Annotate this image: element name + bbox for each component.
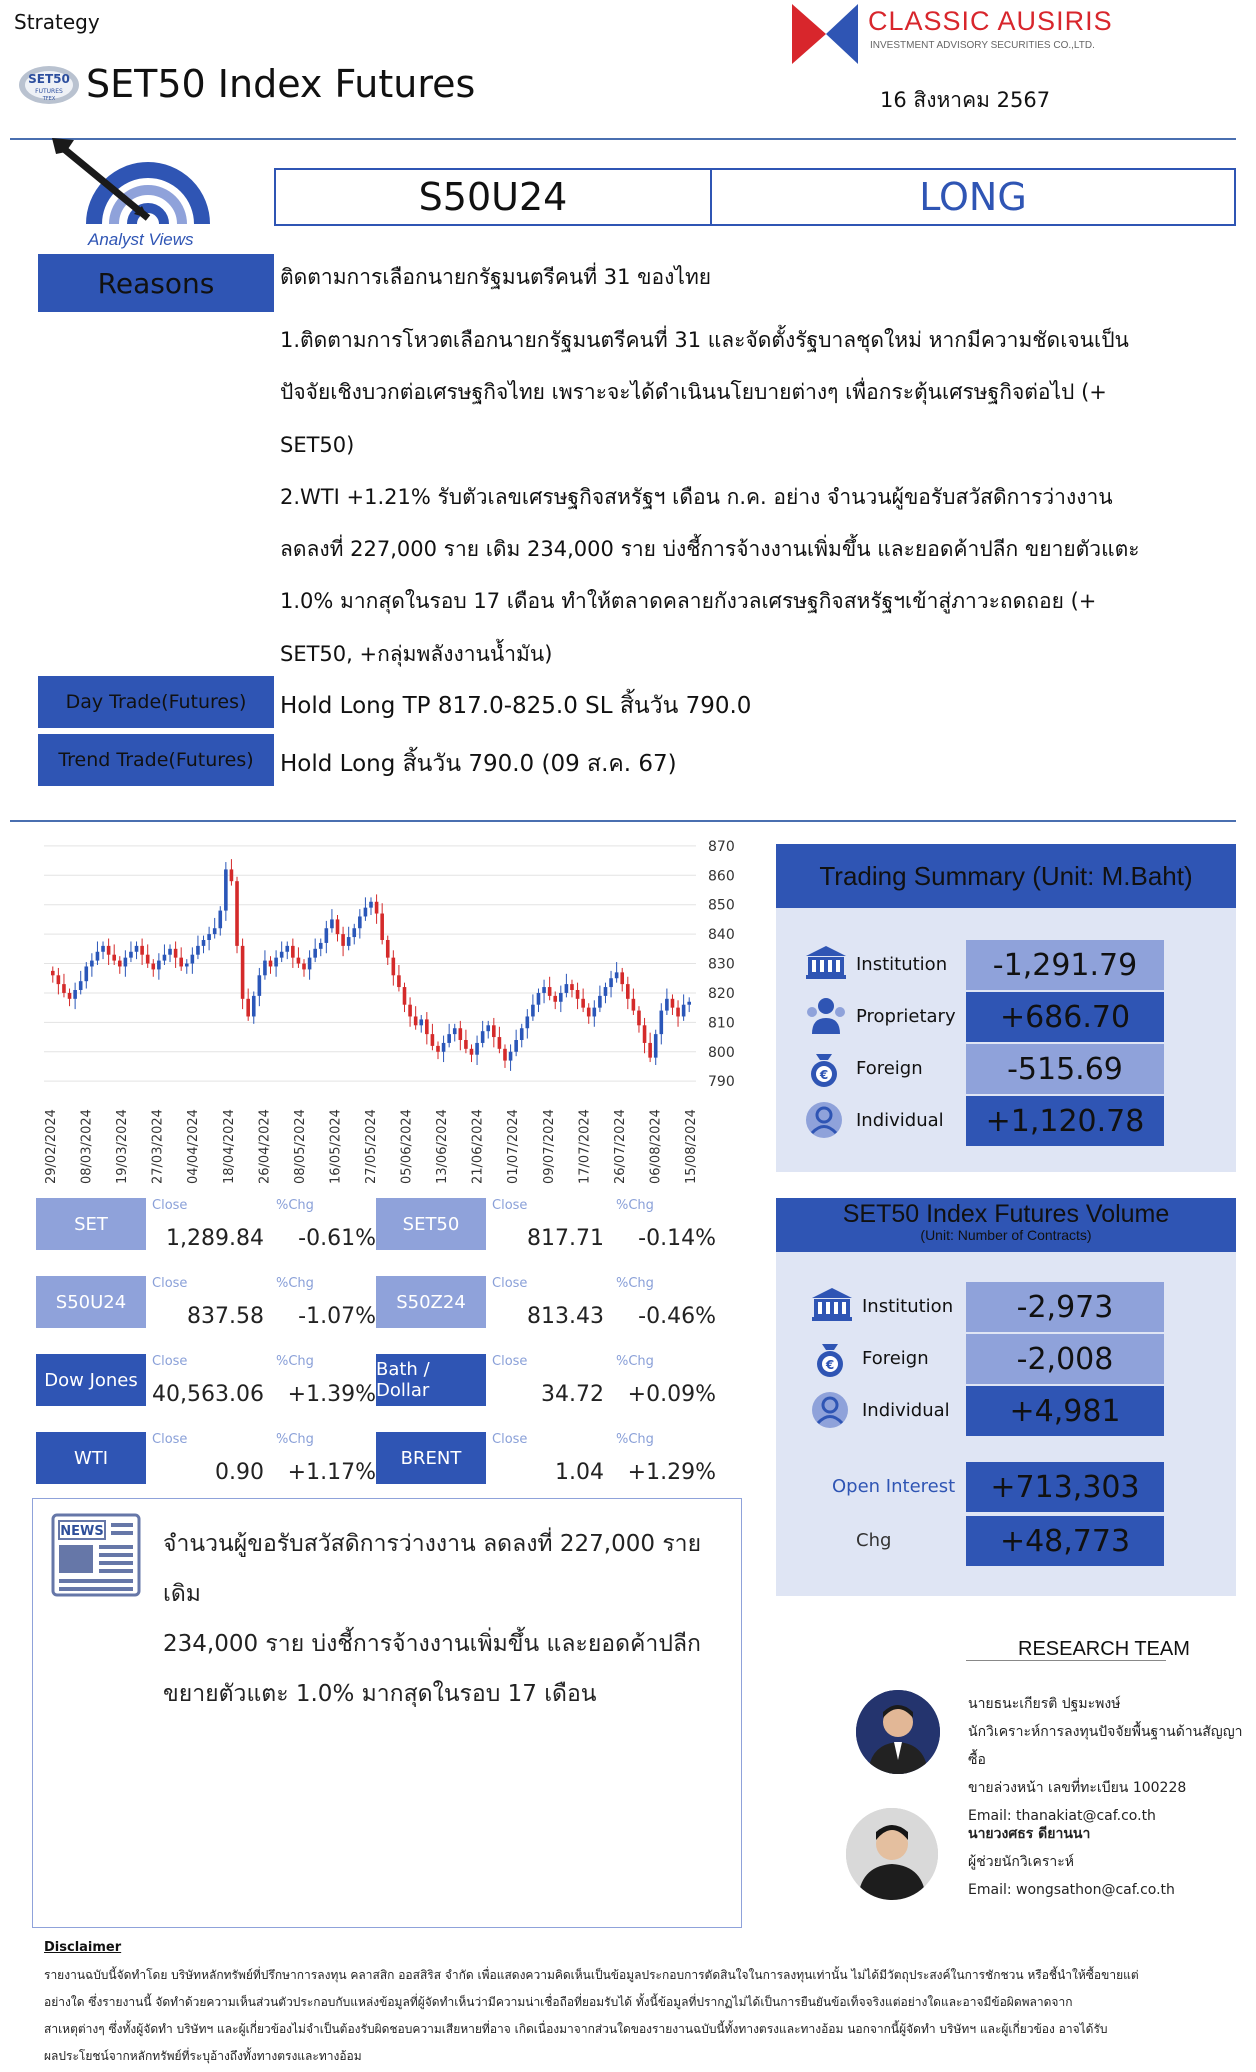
candle-body <box>587 1008 591 1017</box>
market-tile <box>376 1432 716 1502</box>
close-value: 817.71 <box>527 1226 604 1251</box>
set50-candlestick-chart <box>36 832 756 1192</box>
news-line: จำนวนผู้ขอรับสวัสดิการว่างงาน ลดลงที่ 227,000 ราย เดิม <box>163 1531 702 1607</box>
candle-body <box>431 1034 435 1046</box>
candle-body <box>464 1040 468 1049</box>
market-tile <box>36 1198 376 1268</box>
analyst-views-logo <box>52 134 230 252</box>
candle-body <box>297 958 301 964</box>
candle-body <box>397 975 401 987</box>
chg-label: %Chg <box>616 1432 654 1447</box>
candle-body <box>559 993 563 1002</box>
news-box <box>32 1498 742 1928</box>
candle-body <box>230 869 234 881</box>
close-label: Close <box>152 1198 188 1213</box>
market-grid <box>36 1198 756 1498</box>
analyst-photo-1 <box>856 1690 940 1774</box>
candle-body <box>112 955 116 961</box>
close-value: 0.90 <box>215 1460 264 1485</box>
row-label: Individual <box>862 1400 950 1421</box>
svg-text:€: € <box>819 1068 829 1082</box>
position-box <box>274 168 1236 226</box>
row-value: +686.70 <box>966 992 1164 1042</box>
candle-body <box>425 1019 429 1034</box>
row-value: +1,120.78 <box>966 1096 1164 1146</box>
chg-value: -0.61% <box>298 1226 376 1251</box>
candle-body <box>654 1034 658 1058</box>
reason-line: ลดลงที่ 227,000 ราย เดิม 234,000 ราย บ่งชี้การจ้างงานเพิ่มขึ้น และยอดค้าปลีก ขยายตัวแตะ <box>280 537 1140 562</box>
x-tick-label: 08/05/2024 <box>292 1109 308 1184</box>
x-tick-label: 01/07/2024 <box>506 1109 522 1184</box>
chg-label: %Chg <box>616 1276 654 1291</box>
candle-body <box>224 869 228 910</box>
candle-body <box>218 911 222 929</box>
candle-body <box>179 958 183 967</box>
candle-body <box>352 928 356 937</box>
row-label: Foreign <box>856 1058 923 1079</box>
candle-body <box>548 987 552 996</box>
candle-body <box>157 961 161 970</box>
candle-body <box>626 984 630 999</box>
candle-body <box>637 1011 641 1026</box>
x-tick-label: 26/04/2024 <box>257 1109 273 1184</box>
candle-body <box>336 919 340 934</box>
x-tick-label: 08/03/2024 <box>79 1109 95 1184</box>
x-tick-label: 26/07/2024 <box>612 1109 628 1184</box>
candle-body <box>196 946 200 955</box>
candle-body <box>146 955 150 964</box>
trading-summary-panel <box>776 844 1236 1172</box>
row-label: Proprietary <box>856 1006 956 1027</box>
svg-text:FUTURES: FUTURES <box>35 88 63 95</box>
analyst-role: ขายล่วงหน้า เลขที่ทะเบียน 100228 <box>968 1780 1187 1796</box>
y-tick-label: 860 <box>708 868 735 885</box>
market-name: BRENT <box>376 1432 486 1484</box>
candle-body <box>620 972 624 984</box>
candle-body <box>419 1019 423 1025</box>
candle-body <box>598 996 602 1008</box>
candle-body <box>107 946 111 955</box>
candle-body <box>73 990 77 999</box>
brand-subtitle: INVESTMENT ADVISORY SECURITIES CO.,LTD. <box>870 40 1095 51</box>
disclaimer-line: อย่างใด ซึ่งรายงานนี้ จัดทำด้วยความเห็นส่วนตัวประกอบกับแหล่งข้อมูลที่ผู้จัดทำเห็นว่ามีความน่าเชื่อถือที่ยอมรับได้ ทั้งนี้ข้อมูลที่ปรากฏไม่ได้เป็นการยืนยันข้อเท็จจริงแต่อย่างใดและอาจมีข้อผิดพลาดจาก <box>44 1995 1073 2009</box>
candle-body <box>665 999 669 1011</box>
x-tick-label: 17/07/2024 <box>577 1109 593 1184</box>
y-tick-label: 830 <box>708 956 735 973</box>
disclaimer-line: รายงานฉบับนี้จัดทำโดย บริษัทหลักทรัพย์ที่ปรึกษาการลงทุน คลาสสิก ออสสิริส จำกัด เพื่อแสดงความคิดเห็นเป็นข้อมูลประกอบการตัดสินใจในการลงทุนเท่านั้น ไม่ได้มีวัตถุประสงค์ในการชักชวน หรือชี้นำให้ซื้อขายแต่ <box>44 1968 1139 1982</box>
candle-body <box>96 952 100 961</box>
market-tile <box>376 1276 716 1346</box>
x-tick-label: 09/07/2024 <box>541 1109 557 1184</box>
close-value: 40,563.06 <box>152 1382 264 1407</box>
market-name: S50U24 <box>36 1276 146 1328</box>
candle-body <box>358 916 362 928</box>
reason-line: ติดตามการเลือกนายกรัฐมนตรีคนที่ 31 ของไทย <box>280 265 712 289</box>
candle-body <box>369 902 373 908</box>
candle-body <box>151 964 155 970</box>
x-tick-label: 27/03/2024 <box>150 1109 166 1184</box>
close-label: Close <box>152 1354 188 1369</box>
candle-body <box>492 1025 496 1037</box>
close-label: Close <box>152 1432 188 1447</box>
candle-body <box>615 972 619 978</box>
x-tick-label: 06/08/2024 <box>648 1109 664 1184</box>
candle-body <box>291 946 295 958</box>
candle-body <box>526 1016 530 1028</box>
candle-body <box>375 902 379 914</box>
candle-body <box>269 961 273 967</box>
foreign-icon <box>804 1048 848 1088</box>
candle-body <box>408 1005 412 1017</box>
trading-summary-title: Trading Summary (Unit: M.Baht) <box>776 844 1236 908</box>
candle-body <box>84 966 88 981</box>
analyst-email: Email: thanakiat@caf.co.th <box>968 1808 1156 1824</box>
candle-body <box>140 946 144 955</box>
open-interest-label: Open Interest <box>832 1476 956 1497</box>
reason-line: 1.0% มากสุดในรอบ 17 เดือน ทำให้ตลาดคลายกังวลเศรษฐกิจสหรัฐฯเข้าสู่ภาวะถดถอย (+ <box>280 589 1097 614</box>
candle-body <box>124 958 128 967</box>
candle-body <box>576 990 580 999</box>
brand-logo-mark <box>790 2 860 66</box>
candle-body <box>246 999 250 1017</box>
candle-body <box>202 940 206 946</box>
candle-body <box>648 1043 652 1058</box>
market-name: S50Z24 <box>376 1276 486 1328</box>
candle-body <box>643 1025 647 1043</box>
reasons-text <box>280 262 1240 680</box>
reasons-label: Reasons <box>38 254 274 312</box>
chg-value: -1.07% <box>298 1304 376 1329</box>
day-trade-text: Hold Long TP 817.0-825.0 SL สิ้นวัน 790.0 <box>280 693 752 719</box>
candle-body <box>414 1016 418 1025</box>
candle-body <box>330 919 334 928</box>
market-name: SET50 <box>376 1198 486 1250</box>
candle-body <box>129 952 133 958</box>
chg-label: %Chg <box>276 1432 314 1447</box>
futures-volume-header <box>776 1198 1236 1252</box>
candle-body <box>542 987 546 993</box>
open-interest-value: +713,303 <box>966 1462 1164 1512</box>
svg-text:SET50: SET50 <box>28 72 70 86</box>
candle-body <box>498 1037 502 1049</box>
contract-code: S50U24 <box>276 170 712 224</box>
candle-body <box>235 881 239 946</box>
chg-value: -0.14% <box>638 1226 716 1251</box>
candle-body <box>570 984 574 990</box>
candle-body <box>593 1008 597 1017</box>
candle-body <box>241 946 245 999</box>
x-tick-label: 13/06/2024 <box>435 1109 451 1184</box>
market-name: SET <box>36 1198 146 1250</box>
candle-body <box>347 937 351 946</box>
candle-body <box>174 949 178 958</box>
candle-body <box>168 949 172 955</box>
candle-body <box>57 975 61 984</box>
candle-body <box>514 1040 518 1052</box>
x-tick-label: 16/05/2024 <box>328 1109 344 1184</box>
close-value: 837.58 <box>187 1304 264 1329</box>
disclaimer-line: สาเหตุต่างๆ ซึ่งทั้งผู้จัดทำ บริษัทฯ และผู้เกี่ยวข้องไม่จำเป็นต้องรับผิดชอบความเสียหายที่อาจ เกิดเนื่องมาจากส่วนใดของรายงานฉบับนี้ทั้งทางตรงและทางอ้อม นอกจากนี้ผู้จัดทำ บริษัทฯ และผู้เกี่ยวข้อง อาจได้รับ <box>44 2022 1108 2036</box>
candle-body <box>565 984 569 993</box>
chg-label: %Chg <box>616 1354 654 1369</box>
candle-body <box>531 1005 535 1017</box>
candle-body <box>79 981 83 990</box>
candle-body <box>207 934 211 940</box>
candle-body <box>481 1031 485 1043</box>
candle-body <box>470 1049 474 1055</box>
close-value: 813.43 <box>527 1304 604 1329</box>
candle-body <box>659 1011 663 1035</box>
section-label: Strategy <box>14 10 100 34</box>
candle-body <box>537 993 541 1005</box>
candle-body <box>442 1043 446 1052</box>
section-divider <box>10 820 1236 822</box>
y-tick-label: 810 <box>708 1015 735 1032</box>
news-text <box>163 1519 743 1719</box>
disclaimer-title: Disclaimer <box>44 1940 122 1955</box>
candle-body <box>68 993 72 999</box>
svg-text:NEWS: NEWS <box>60 1524 104 1539</box>
candle-body <box>118 961 122 967</box>
candle-body <box>285 946 289 952</box>
candle-body <box>475 1043 479 1055</box>
row-label: Institution <box>862 1296 954 1317</box>
candle-body <box>163 955 167 961</box>
y-tick-label: 820 <box>708 985 735 1002</box>
market-tile <box>36 1432 376 1502</box>
set50-futures-logo <box>18 64 80 106</box>
x-tick-label: 18/04/2024 <box>221 1109 237 1184</box>
market-tile <box>376 1198 716 1268</box>
candle-body <box>185 964 189 967</box>
news-line: ขยายตัวแตะ 1.0% มากสุดในรอบ 17 เดือน <box>163 1681 597 1707</box>
reason-line: 1.ติดตามการโหวตเลือกนายกรัฐมนตรีคนที่ 31 และจัดตั้งรัฐบาลชุดใหม่ หากมีความชัดเจนเป็น <box>280 328 1129 352</box>
close-label: Close <box>492 1432 528 1447</box>
analyst-email: Email: wongsathon@caf.co.th <box>968 1882 1175 1898</box>
research-team-divider <box>966 1660 1166 1661</box>
candle-body <box>62 984 66 993</box>
brand-name: CLASSIC AUSIRIS <box>868 6 1113 36</box>
y-tick-label: 800 <box>708 1044 735 1061</box>
individual-icon <box>804 1100 848 1140</box>
row-value: -2,973 <box>966 1282 1164 1332</box>
reason-line: SET50) <box>280 432 355 457</box>
market-tile <box>36 1276 376 1346</box>
candle-body <box>51 971 55 975</box>
analyst-views-label: Analyst Views <box>88 230 194 249</box>
candle-body <box>447 1034 451 1043</box>
close-value: 1.04 <box>555 1460 604 1485</box>
row-label: Institution <box>856 954 948 975</box>
close-label: Close <box>492 1198 528 1213</box>
candle-body <box>213 928 217 934</box>
candle-body <box>386 940 390 958</box>
candle-body <box>671 999 675 1008</box>
candle-body <box>380 914 384 940</box>
market-tile <box>36 1354 376 1424</box>
row-value: -1,291.79 <box>966 940 1164 990</box>
svg-text:€: € <box>825 1358 835 1372</box>
candle-body <box>503 1049 507 1061</box>
chg-value: +1.39% <box>287 1382 376 1407</box>
analyst-role: นักวิเคราะห์การลงทุนปัจจัยพื้นฐานด้านสัญญาซื้อ <box>968 1724 1243 1768</box>
futures-volume-title: SET50 Index Futures Volume <box>842 1200 1170 1228</box>
chg-value: +1.17% <box>287 1460 376 1485</box>
market-name: Dow Jones <box>36 1354 146 1406</box>
news-icon <box>47 1513 145 1599</box>
analyst-info-1 <box>968 1690 1256 1830</box>
chg-value: +1.29% <box>627 1460 716 1485</box>
chg-label: %Chg <box>276 1354 314 1369</box>
chg-label: %Chg <box>616 1198 654 1213</box>
chg-value: +0.09% <box>627 1382 716 1407</box>
market-tile <box>376 1354 716 1424</box>
candle-body <box>459 1028 463 1040</box>
candle-body <box>676 1008 680 1017</box>
candle-body <box>308 958 312 970</box>
futures-volume-subtitle: (Unit: Number of Contracts) <box>920 1227 1092 1243</box>
candle-body <box>581 999 585 1008</box>
x-tick-label: 04/04/2024 <box>186 1109 202 1184</box>
futures-volume-panel <box>776 1198 1236 1596</box>
candle-body <box>319 943 323 949</box>
individual-icon <box>810 1390 854 1430</box>
reason-line: ปัจจัยเชิงบวกต่อเศรษฐกิจไทย เพราะจะได้ดำเนินนโยบายต่างๆ เพื่อกระตุ้นเศรษฐกิจต่อไป (+ <box>280 380 1107 405</box>
candle-body <box>520 1028 524 1040</box>
close-value: 34.72 <box>541 1382 604 1407</box>
row-value: +4,981 <box>966 1386 1164 1436</box>
news-line: 234,000 ราย บ่งชี้การจ้างงานเพิ่มขึ้น และยอดค้าปลีก <box>163 1631 701 1657</box>
y-tick-label: 850 <box>708 897 735 914</box>
svg-text:TFEX: TFEX <box>42 96 56 102</box>
y-tick-label: 870 <box>708 838 735 855</box>
candle-body <box>553 996 557 1002</box>
market-name: WTI <box>36 1432 146 1484</box>
candle-body <box>609 978 613 987</box>
row-value: -2,008 <box>966 1334 1164 1384</box>
candle-body <box>274 958 278 967</box>
candle-body <box>436 1046 440 1052</box>
y-tick-label: 790 <box>708 1074 735 1091</box>
candle-body <box>135 946 139 952</box>
candle-body <box>486 1025 490 1031</box>
candle-body <box>191 955 195 964</box>
chg-label: %Chg <box>276 1276 314 1291</box>
x-tick-label: 29/02/2024 <box>44 1109 59 1184</box>
candle-body <box>682 1005 686 1017</box>
institution-icon <box>804 944 848 984</box>
market-name: Bath / Dollar <box>376 1354 486 1406</box>
candle-body <box>509 1052 513 1061</box>
chg-value: +48,773 <box>966 1516 1164 1566</box>
candle-body <box>453 1028 457 1034</box>
candle-body <box>687 1002 691 1005</box>
row-value: -515.69 <box>966 1044 1164 1094</box>
candle-body <box>364 908 368 917</box>
y-tick-label: 840 <box>708 927 735 944</box>
candle-body <box>341 934 345 946</box>
report-date: 16 สิงหาคม 2567 <box>880 88 1051 112</box>
close-label: Close <box>492 1276 528 1291</box>
candle-body <box>90 961 94 967</box>
chg-value: -0.46% <box>638 1304 716 1329</box>
reason-line: SET50, +กลุ่มพลังงานน้ำมัน) <box>280 641 553 666</box>
trend-trade-label: Trend Trade(Futures) <box>38 734 274 786</box>
analyst-role: ผู้ช่วยนักวิเคราะห์ <box>968 1854 1074 1870</box>
x-tick-label: 15/08/2024 <box>684 1109 699 1184</box>
row-label: Individual <box>856 1110 944 1131</box>
trend-trade-text: Hold Long สิ้นวัน 790.0 (09 ส.ค. 67) <box>280 751 677 777</box>
proprietary-icon <box>804 996 848 1036</box>
candle-body <box>101 946 105 952</box>
candle-body <box>252 996 256 1017</box>
reason-line: 2.WTI +1.21% รับตัวเลขเศรษฐกิจสหรัฐฯ เดือน ก.ค. อย่าง จำนวนผู้ขอรับสวัสดิการว่างงาน <box>280 484 1113 509</box>
disclaimer-line: ผลประโยชน์จากหลักทรัพย์ที่ระบุอ้างถึงทั้งทางตรงและทางอ้อม <box>44 2049 362 2063</box>
institution-icon <box>810 1286 854 1326</box>
analyst-info-2 <box>968 1820 1175 1904</box>
analyst-photo-2 <box>846 1808 938 1900</box>
close-label: Close <box>152 1276 188 1291</box>
chg-label: %Chg <box>276 1198 314 1213</box>
candle-body <box>280 952 284 958</box>
day-trade-label: Day Trade(Futures) <box>38 676 274 728</box>
candle-body <box>392 958 396 976</box>
x-tick-label: 19/03/2024 <box>115 1109 131 1184</box>
x-tick-label: 21/06/2024 <box>470 1109 486 1184</box>
candle-body <box>403 987 407 1005</box>
candle-body <box>604 987 608 996</box>
candle-body <box>258 975 262 996</box>
foreign-icon <box>810 1338 854 1378</box>
disclaimer-text <box>44 1962 1244 2070</box>
candle-body <box>632 999 636 1011</box>
candle-body <box>302 964 306 970</box>
close-value: 1,289.84 <box>166 1226 264 1251</box>
page-title: SET50 Index Futures <box>86 62 476 106</box>
candle-body <box>263 961 267 976</box>
chg-label: Chg <box>856 1530 892 1551</box>
x-tick-label: 05/06/2024 <box>399 1109 415 1184</box>
research-team-title: RESEARCH TEAM <box>1018 1638 1190 1660</box>
row-label: Foreign <box>862 1348 929 1369</box>
close-label: Close <box>492 1354 528 1369</box>
analyst-name: นายวงศธร ดียานนา <box>968 1826 1091 1842</box>
candle-body <box>313 949 317 958</box>
candle-body <box>325 928 329 943</box>
analyst-name: นายธนะเกียรติ ปฐมะพงษ์ <box>968 1696 1121 1712</box>
position-side: LONG <box>919 175 1027 219</box>
x-tick-label: 27/05/2024 <box>364 1109 379 1184</box>
